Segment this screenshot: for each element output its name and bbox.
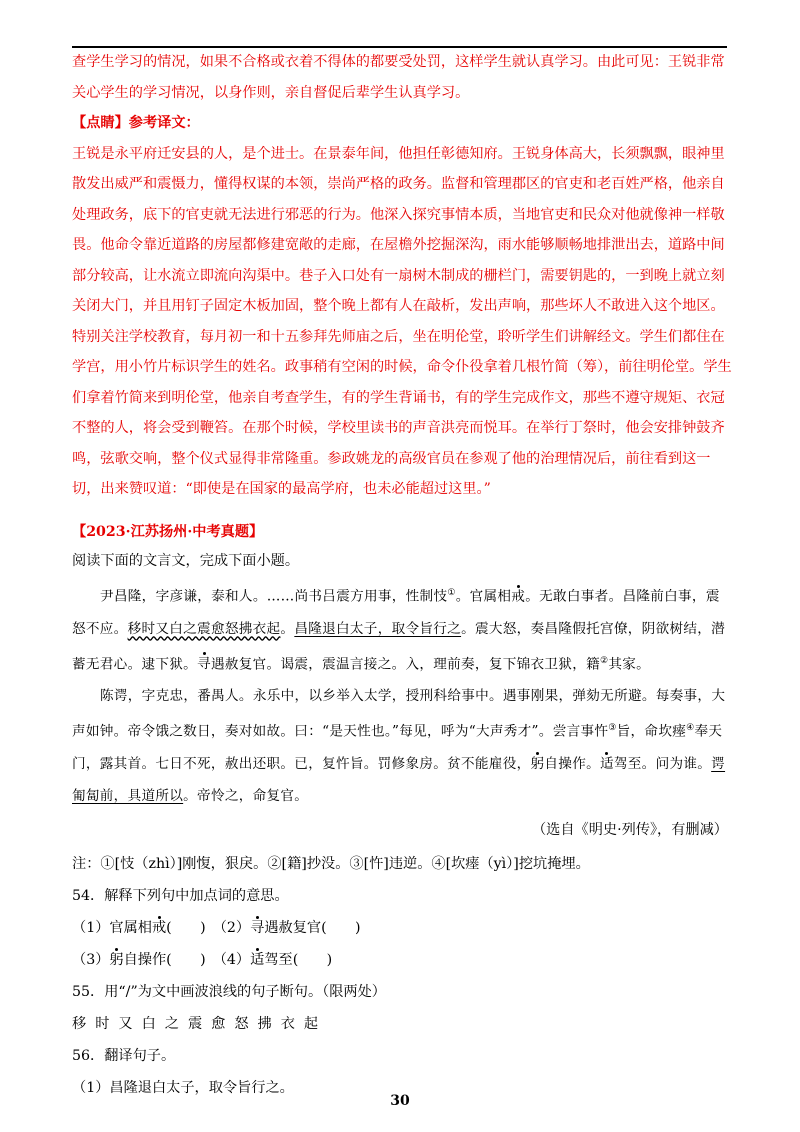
question-text: ( ) （2） (166, 919, 251, 936)
wavy-underlined-sentence: 移时又白之震愈怒拂衣起 (127, 620, 281, 637)
question-56-item-1: （1）昌隆退白太子，取令旨行之。 (72, 1079, 294, 1096)
question-54-title: 54．解释下列句中加点词的意思。 (72, 887, 289, 904)
dotted-word: 戒 (511, 588, 526, 605)
page-number: 30 (390, 1093, 410, 1109)
passage-text: 尹昌隆，字彦谦，泰和人。……尚书吕震方用事，性制忮 (100, 588, 448, 605)
passage-text: 。 (280, 620, 295, 637)
passage-text: 。官属相 (455, 588, 512, 605)
translation-section (72, 47, 732, 505)
exam-label: 【2023·江苏扬州·中考真题】 (72, 524, 264, 540)
passage-text: 。震大怒，奏昌隆假托宫僚，阴欲树结，潜蓄无君心。逮下狱。 (72, 620, 726, 673)
passage-text: 。帝怜之，命复官。 (183, 787, 309, 804)
dotted-word: 寻 (197, 656, 211, 673)
question-text: 自操作( ) （4） (123, 951, 251, 968)
passage-text: 奉天门，露其首。七日不死，赦出还职。已，复忤旨。罚修象房。贫不能雇役， (72, 723, 723, 772)
passage-paragraph-2 (72, 680, 732, 812)
passage-text: 自操作。 (544, 755, 600, 772)
translation-body: 王锐是永平府迁安县的人，是个进士。在景泰年间，他担任彰德知府。王锐身体高大，长须飘飘，眼神里散发出威严和震慑力，懂得权谋的本领，崇尚严格的政务。监督和管理郡区的官吏和老百姓严格，他亲自处理政务，底下的官吏就无法进行邪恶的行为。他深入探究事情本质，当地官吏和民众对他就像神一样敬畏。他命令靠近道路的房屋都修建宽敞的走廊，在屋檐外挖掘深沟，雨水能够顺畅地排泄出去，道路中间部分较高，让水流立即流向沟渠中。巷子入口处有一扇树木制成的栅栏门，需要钥匙的，一到晚上就立刻关闭大门，并且用钉子固定木板加固，整个晚上都有人在敲析，发出声响，那些坏人不敢进入这个地区。特别关注学校教育，每月初一和十五参拜先师庙之后，坐在明伦堂，聆听学生们讲解经文。学生们都住在学宫，用小竹片标识学生的姓名。政事稍有空闲的时候，命令仆役拿着几根竹简（筹），前往明伦堂。学生们拿着竹简来到明伦堂，他亲自考查学生，有的学生背诵书，有的学生完成作文，那些不遵守规矩、衣冠不整的人，将会受到鞭笞。在那个时候，学校里读书的声音洪亮而悦耳。在举行丁祭时，他会安排钟鼓齐鸣，弦歌交响，整个仪式显得非常隆重。参政姚龙的高级官员在参观了他的治理情况后，前往看到这一切，出来赞叹道：“即使是在国家的最高学府，也未必能超过这里。” (72, 145, 732, 497)
dotted-word: 适 (250, 951, 265, 968)
question-56-title: 56．翻译句子。 (72, 1047, 176, 1064)
exam-section (72, 519, 732, 1104)
passage-text: 驾至。问为谁。 (613, 755, 712, 772)
question-text: 遇赦复官( ) (264, 919, 361, 936)
passage-text: 旨，命坎瘗 (616, 723, 687, 740)
passage-text: 。无敢白事者。昌隆前白事，震怒不应。 (72, 588, 720, 637)
passage-text: 遇赦复官。谒震，震温言接之。入，理前奏，复下锦衣卫狱，籍 (210, 656, 600, 673)
footnotes: 注：①[忮（zhì）]刚愎，狠戾。②[籍]抄没。③[忤]违逆。④[坎瘗（yì）]挖坑掩埋。 (72, 855, 590, 872)
translation-heading: 【点睛】参考译文： (72, 115, 200, 131)
dotted-word: 寻 (250, 919, 265, 936)
passage-paragraph-1 (72, 577, 732, 680)
footnote-marker: ③ (608, 723, 617, 734)
translation-intro: 查学生学习的情况，如果不合格或衣着不得体的都要受处罚，这样学生就认真学习。由此可见：王锐非常关心学生的学习情况，以身作则，亲自督促后辈学生认真学习。 (72, 54, 725, 101)
dotted-word: 适 (599, 755, 614, 772)
question-54-row-2 (72, 944, 732, 976)
footnote-marker: ① (447, 588, 456, 598)
passage-source: （选自《明史·列传》，有删减） (531, 821, 728, 838)
exam-instruction: 阅读下面的文言文，完成下面小题。 (72, 553, 300, 569)
footnote-marker: ④ (686, 723, 695, 734)
underlined-sentence: 谔匍匐前，具道所以 (72, 755, 726, 804)
dotted-word: 躬 (109, 951, 124, 968)
passage-text: 其家。 (608, 656, 651, 673)
question-55-title: 55．用“/”为文中画波浪线的句子断句。（限两处） (72, 983, 386, 1000)
question-text: （3） (72, 951, 110, 968)
question-54-row-1 (72, 912, 732, 944)
dotted-word: 戒 (151, 919, 167, 936)
footnote-marker: ② (599, 655, 609, 666)
question-text: 驾至( ) (264, 951, 333, 968)
question-55-sentence: 移时又白之震愈怒拂衣起 (72, 1015, 328, 1032)
passage-text: 陈谔，字克忠，番禺人。永乐中，以乡举入太学，授刑科给事中。遇事刚果，弹劾无所避。每奏事，大声如钟。帝令饿之数日，奏对如故。曰：“是天性也。”每见，呼为“大声秀才”。尝言事忤 (72, 688, 726, 740)
dotted-word: 躬 (530, 755, 545, 772)
underlined-sentence: 昌隆退白太子，取令旨行之 (294, 620, 462, 637)
question-text: （1）官属相 (72, 919, 152, 936)
